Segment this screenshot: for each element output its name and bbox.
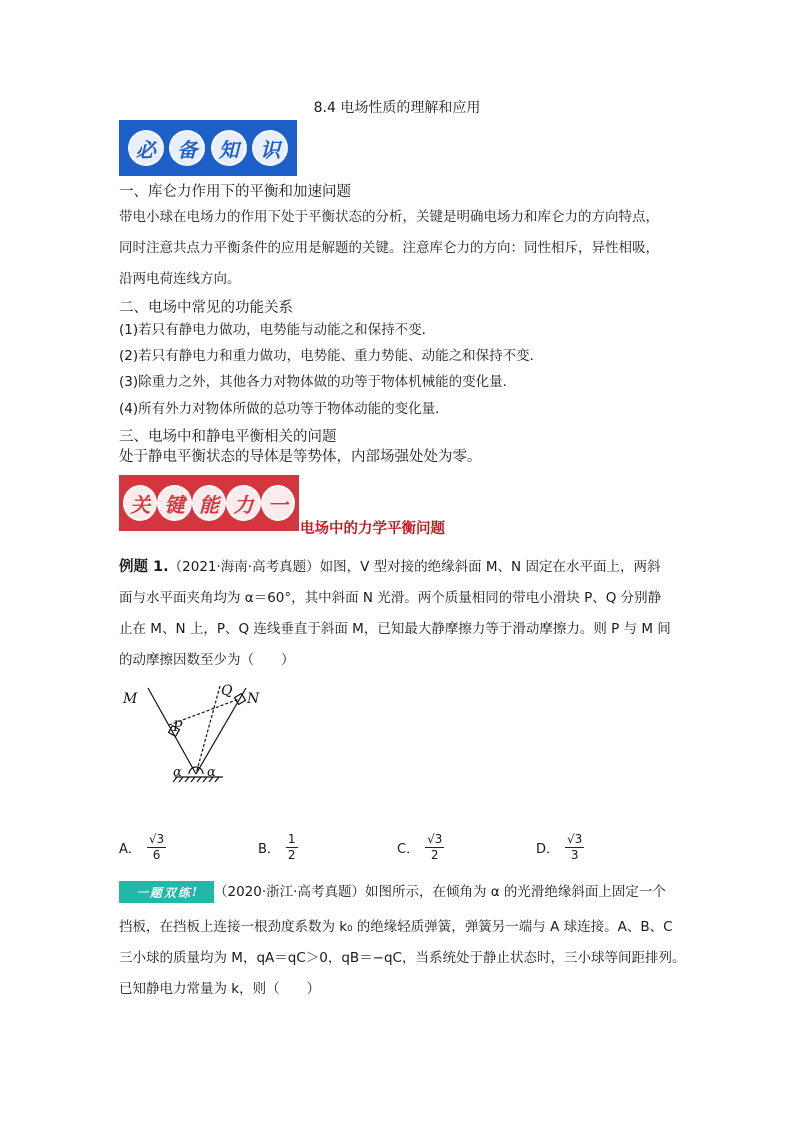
label-m: M: [123, 691, 138, 707]
section1-line: 带电小球在电场力的作用下处于平衡状态的分析，关键是明确电场力和库仑力的方向特点，: [119, 209, 659, 225]
section1-line: 同时注意共点力平衡条件的应用是解题的关键。注意库仑力的方向：同性相斥，异性相吸，: [119, 240, 659, 256]
section2-item: (3)除重力之外，其他各力对物体做的功等于物体机械能的变化量．: [119, 374, 517, 390]
section2-item: (2)若只有静电力和重力做功，电势能、重力势能、动能之和保持不变．: [119, 348, 544, 364]
banner-char: 一: [261, 485, 295, 521]
section1-line: 沿两电荷连线方向。: [119, 271, 241, 287]
label-alpha-right: α: [207, 765, 216, 780]
label-n: N: [247, 691, 260, 707]
example1-line: 面与水平面夹角均为 α＝60°，其中斜面 N 光滑。两个质量相同的带电小滑块 P、Q 分别静: [119, 590, 662, 606]
option-d[interactable]: D． $\frac{√3}{3}$: [536, 832, 583, 862]
vertical-dash: [196, 686, 220, 774]
banner-char: 键: [157, 485, 191, 521]
label-alpha-left: α: [173, 765, 182, 780]
incline-m: [148, 688, 196, 774]
ability-title: 电场中的力学平衡问题: [300, 521, 445, 537]
banner-char: 备: [169, 130, 205, 166]
banner-char: 知: [211, 130, 247, 166]
example1-line: 止在 M、N 上，P、Q 连线垂直于斜面 M，已知最大静摩擦力等于滑动摩擦力。则 P 与 M 间: [119, 621, 671, 637]
example1-line: 的动摩擦因数至少为（ ）: [119, 652, 295, 668]
section3-line: 处于静电平衡状态的导体是等势体，内部场强处处为零。: [119, 449, 482, 465]
practice-body: [119, 912, 689, 1005]
section2-item: (1)若只有静电力做功，电势能与动能之和保持不变．: [119, 322, 436, 338]
example1-text: [119, 552, 679, 676]
incline-n: [196, 688, 246, 774]
option-fraction: $\frac{√3}{2}$: [427, 832, 443, 862]
page-title: 8.4 电场性质的理解和应用: [313, 100, 481, 116]
practice-tag: 一 题 双 练 !: [119, 881, 214, 903]
section2-heading: 二、电场中常见的功能关系: [119, 300, 293, 316]
option-c[interactable]: C． $\frac{√3}{2}$: [397, 832, 443, 862]
section2-item: (4)所有外力对物体所做的总功等于物体动能的变化量．: [119, 401, 449, 417]
option-fraction: $\frac{√3}{6}$: [148, 832, 165, 862]
practice-line: （2020·浙江·高考真题）如图所示，在倾角为 α 的光滑绝缘斜面上固定一个: [214, 884, 666, 900]
label-p: P: [173, 719, 183, 735]
banner-char: 力: [226, 485, 260, 521]
option-fraction: $\frac{√3}{3}$: [567, 832, 583, 862]
option-a[interactable]: A． $\frac{√3}{6}$: [119, 832, 165, 862]
option-fraction: $\frac{1}{2}$: [287, 832, 296, 862]
incline-figure: [115, 680, 275, 790]
banner-char: 能: [192, 485, 226, 521]
section3-heading: 三、电场中和静电平衡相关的问题: [119, 429, 337, 445]
practice-line: 挡板，在挡板上连接一根劲度系数为 k₀ 的绝缘轻质弹簧，弹簧另一端与 A 球连接。A、B、C: [119, 919, 673, 935]
practice-line: 已知静电力常量为 k，则（ ）: [119, 981, 321, 997]
banner-char: 关: [123, 485, 157, 521]
ability-banner: [119, 475, 299, 531]
section1-body: [119, 202, 699, 295]
example1-label: 例题 1.: [119, 559, 169, 575]
example1-line: 例题 1.（2021·海南·高考真题）如图，V 型对接的绝缘斜面 M、N 固定在水平面上，两斜: [119, 559, 661, 575]
label-q: Q: [221, 683, 233, 699]
option-b[interactable]: B． $\frac{1}{2}$: [258, 832, 296, 862]
knowledge-banner: [119, 120, 297, 176]
banner-char: 识: [252, 130, 288, 166]
practice-line: 三小球的质量均为 M，qA＝qC＞0，qB＝−qC，当系统处于静止状态时，三小球等间距排列。: [119, 950, 686, 966]
banner-char: 必: [128, 130, 164, 166]
section1-heading: 一、库仑力作用下的平衡和加速问题: [119, 184, 351, 200]
